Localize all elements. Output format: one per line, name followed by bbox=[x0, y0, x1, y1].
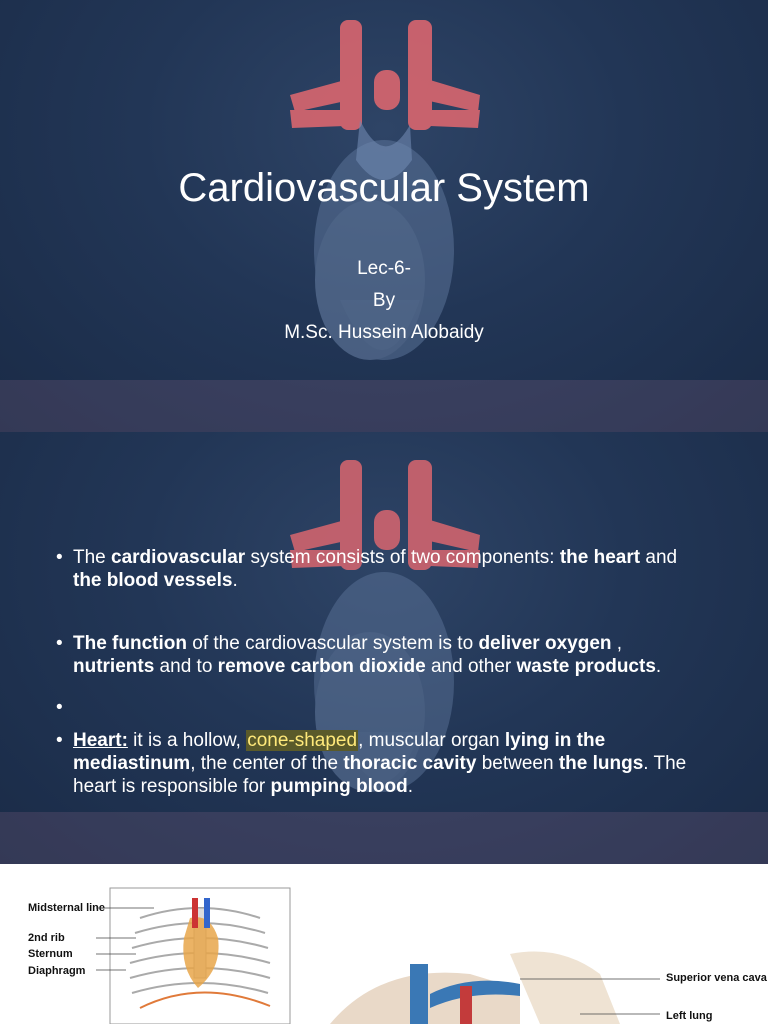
bold-text: lying in the mediastinum bbox=[73, 730, 606, 774]
text: The bbox=[73, 547, 112, 568]
bold-text: cardiovascular bbox=[111, 547, 246, 568]
text: . bbox=[655, 656, 662, 677]
bullet-dot: • bbox=[56, 633, 63, 654]
text: and bbox=[640, 547, 678, 568]
label-left-lung: Left lung bbox=[666, 1010, 713, 1022]
by-label: By bbox=[372, 290, 396, 311]
text: , bbox=[611, 633, 623, 654]
text: . The heart is responsible for bbox=[73, 753, 687, 797]
bullet-list bbox=[56, 546, 706, 816]
bold-text: thoracic cavity bbox=[343, 753, 477, 774]
term-heart: Heart: bbox=[73, 730, 128, 751]
text: and other bbox=[425, 656, 517, 677]
bullet-heart bbox=[56, 729, 706, 798]
bold-text: nutrients bbox=[73, 656, 155, 677]
bold-text: remove carbon dioxide bbox=[217, 656, 426, 677]
heart-illustration bbox=[0, 0, 768, 432]
bold-text: deliver oxygen bbox=[478, 633, 612, 654]
bold-text: The function bbox=[73, 633, 187, 654]
bullet-function bbox=[56, 632, 706, 678]
label-sternum: Sternum bbox=[28, 948, 73, 960]
text: it is a hollow, bbox=[127, 730, 247, 751]
label-midsternal-line: Midsternal line bbox=[28, 902, 106, 914]
content-slide bbox=[0, 432, 768, 864]
bold-text: the lungs bbox=[558, 753, 644, 774]
text: system consists of two components: bbox=[245, 547, 560, 568]
bold-text: pumping blood bbox=[270, 776, 408, 797]
label-diaphragm: Diaphragm bbox=[28, 965, 86, 977]
title-slide bbox=[0, 0, 768, 432]
anatomy-slide bbox=[0, 864, 768, 1024]
highlighted-text: cone-shaped bbox=[247, 730, 358, 751]
bullet-dot: • bbox=[56, 730, 63, 751]
bullet-empty bbox=[56, 696, 706, 719]
label-2nd-rib: 2nd rib bbox=[28, 932, 65, 944]
text: . bbox=[407, 776, 413, 797]
bullet-dot: • bbox=[56, 547, 63, 568]
leader-lines-left bbox=[96, 904, 156, 974]
bullet-components bbox=[56, 546, 706, 592]
bullet-dot: • bbox=[56, 697, 63, 718]
bold-text: the heart bbox=[559, 547, 641, 568]
author-name: M.Sc. Hussein Alobaidy bbox=[284, 322, 484, 343]
lecture-number: Lec-6- bbox=[357, 258, 411, 279]
heart-section-illustration bbox=[320, 894, 660, 1024]
bold-text: the blood vessels bbox=[73, 570, 233, 591]
slide-title: Cardiovascular System bbox=[178, 166, 590, 210]
label-superior-vena-cava: Superior vena cava bbox=[666, 972, 767, 984]
text: , the center of the bbox=[190, 753, 344, 774]
text: and to bbox=[154, 656, 218, 677]
text: of the cardiovascular system is to bbox=[186, 633, 479, 654]
bold-text: waste products bbox=[516, 656, 656, 677]
text: . bbox=[232, 570, 238, 591]
text: , muscular organ bbox=[358, 730, 505, 751]
text: between bbox=[476, 753, 559, 774]
